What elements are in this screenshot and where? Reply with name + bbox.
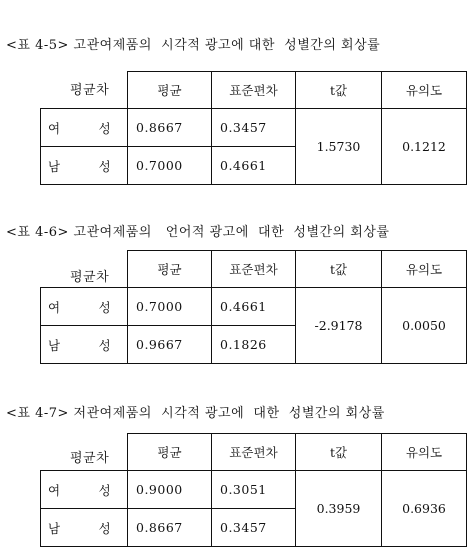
sd-value: 0.3457 xyxy=(212,509,296,547)
significance-value: 0.6936 xyxy=(382,471,467,547)
stats-table xyxy=(40,71,467,185)
group-label-female xyxy=(41,109,128,147)
group-label-female xyxy=(41,471,128,509)
mean-value: 0.8667 xyxy=(128,509,212,547)
header-row xyxy=(41,434,467,471)
header-mean: 평균 xyxy=(128,72,212,109)
group-label-part-b: 성 xyxy=(98,158,112,174)
sd-value: 0.3051 xyxy=(212,471,296,509)
group-label-male xyxy=(41,147,128,185)
t-value: 0.3959 xyxy=(296,471,382,547)
group-label-female xyxy=(41,288,128,326)
group-label-part-a: 여 xyxy=(48,120,61,136)
table-row xyxy=(41,109,467,147)
stats-table xyxy=(40,433,467,547)
table-row xyxy=(41,288,467,326)
sd-value: 0.4661 xyxy=(212,147,296,185)
table-row xyxy=(41,471,467,509)
group-label-part-b: 성 xyxy=(98,337,112,353)
header-sd: 표준편차 xyxy=(212,72,296,109)
group-label-part-a: 여 xyxy=(48,299,61,315)
header-t: t값 xyxy=(296,72,382,109)
header-significance: 유의도 xyxy=(382,72,467,109)
t-value: 1.5730 xyxy=(296,109,382,185)
caption-line-1: <표 4-5> 고관여제품의 시각적 광고에 대한 성별간의 회상률 xyxy=(6,38,381,53)
header-sd: 표준편차 xyxy=(212,434,296,471)
sd-value: 0.4661 xyxy=(212,288,296,326)
group-label-part-a: 남 xyxy=(48,337,61,353)
header-mean: 평균 xyxy=(128,434,212,471)
sd-value: 0.3457 xyxy=(212,109,296,147)
caption-line-2: 평균차 xyxy=(70,83,110,98)
mean-value: 0.7000 xyxy=(128,288,212,326)
group-label-part-b: 성 xyxy=(98,520,112,536)
header-sd: 표준편차 xyxy=(212,251,296,288)
group-label-part-b: 성 xyxy=(98,299,112,315)
group-label-part-b: 성 xyxy=(98,482,112,498)
caption-line-1: <표 4-7> 저관여제품의 시각적 광고에 대한 성별간의 회상률 xyxy=(6,406,385,421)
caption-line-1: <표 4-6> 고관여제품의 언어적 광고에 대한 성별간의 회상률 xyxy=(6,225,390,240)
header-mean: 평균 xyxy=(128,251,212,288)
group-label-part-a: 남 xyxy=(48,158,61,174)
header-significance: 유의도 xyxy=(382,434,467,471)
sd-value: 0.1826 xyxy=(212,326,296,364)
mean-value: 0.9000 xyxy=(128,471,212,509)
significance-value: 0.0050 xyxy=(382,288,467,364)
group-label-male xyxy=(41,509,128,547)
stats-table xyxy=(40,250,467,364)
group-label-part-b: 성 xyxy=(98,120,112,136)
blank-corner-cell xyxy=(41,434,128,471)
blank-corner-cell xyxy=(41,251,128,288)
mean-value: 0.9667 xyxy=(128,326,212,364)
group-label-male xyxy=(41,326,128,364)
group-label-part-a: 남 xyxy=(48,520,61,536)
header-significance: 유의도 xyxy=(382,251,467,288)
header-row xyxy=(41,251,467,288)
header-row xyxy=(41,72,467,109)
caption-line-2: 평균차 xyxy=(70,451,110,466)
t-value: -2.9178 xyxy=(296,288,382,364)
significance-value: 0.1212 xyxy=(382,109,467,185)
mean-value: 0.7000 xyxy=(128,147,212,185)
blank-corner-cell xyxy=(41,72,128,109)
mean-value: 0.8667 xyxy=(128,109,212,147)
group-label-part-a: 여 xyxy=(48,482,61,498)
header-t: t값 xyxy=(296,251,382,288)
caption-line-2: 평균차 xyxy=(70,270,110,285)
header-t: t값 xyxy=(296,434,382,471)
